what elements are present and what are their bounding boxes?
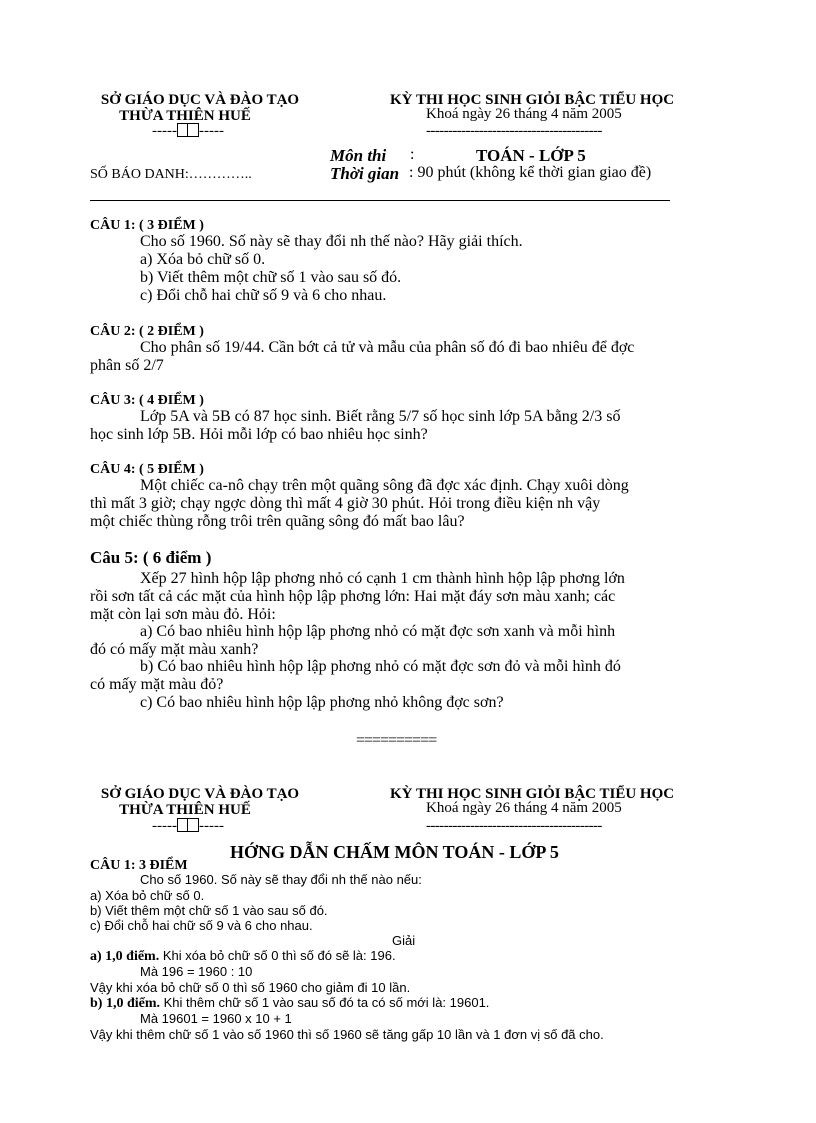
q1-line: a) Xóa bỏ chữ số 0. bbox=[140, 251, 266, 268]
q5-line: Xếp 27 hình hộp lập phơng nhỏ có cạnh 1 cm thành hình hộp lập phơng lớn bbox=[140, 570, 625, 587]
guide-title: HỚNG DẪN CHẤM MÔN TOÁN - LỚP 5 bbox=[230, 842, 559, 862]
guide-q1-title: CÂU 1: 3 ĐIỂM bbox=[90, 858, 188, 873]
guide-line: a) Xóa bỏ chữ số 0. bbox=[90, 888, 205, 903]
department-name: SỞ GIÁO DỤC VÀ ĐÀO TẠO bbox=[100, 92, 300, 108]
dashes-right: ----- bbox=[198, 818, 224, 834]
province-name: THỪA THIÊN HUẾ bbox=[119, 802, 251, 818]
q1-line: Cho số 1960. Số này sẽ thay đổi nh thế nào? Hãy giải thích. bbox=[140, 233, 523, 250]
part-b-conclusion: Vậy khi thêm chữ số 1 vào số 1960 thì số 1960 sẽ tăng gấp 10 lần và 1 đơn vị số đã cho. bbox=[90, 1027, 604, 1042]
q5-line: mặt còn lại sơn màu đỏ. Hỏi: bbox=[90, 606, 276, 623]
q5-title: Câu 5: ( 6 điểm ) bbox=[90, 548, 212, 567]
header-ornament bbox=[152, 123, 224, 140]
guide-line: c) Đổi chỗ hai chữ số 9 và 6 cho nhau. bbox=[90, 918, 313, 933]
book-icon bbox=[177, 818, 199, 832]
exam-title: KỲ THI HỌC SINH GIỎI BẬC TIỂU HỌC bbox=[390, 92, 675, 108]
solution-label: Giải bbox=[392, 933, 416, 948]
q2-title: CÂU 2: ( 2 ĐIỂM ) bbox=[90, 324, 204, 339]
exam-title: KỲ THI HỌC SINH GIỎI BẬC TIỂU HỌC bbox=[390, 786, 675, 802]
dashes-left: ----- bbox=[152, 818, 177, 834]
candidate-number: SỐ BÁO DANH:………….. bbox=[90, 167, 252, 182]
q1-title: CÂU 1: ( 3 ĐIỂM ) bbox=[90, 218, 204, 233]
part-b-text: Khi thêm chữ số 1 vào sau số đó ta có số mới là: 19601. bbox=[160, 995, 490, 1010]
exam-dash-line: ---------------------------------------- bbox=[426, 123, 602, 139]
q2-line: phân số 2/7 bbox=[90, 357, 164, 374]
exam-date: Khoá ngày 26 tháng 4 năm 2005 bbox=[426, 106, 622, 122]
q5-line: b) Có bao nhiêu hình hộp lập phơng nhỏ có mặt đợc sơn đỏ và mỗi hình đó bbox=[140, 658, 621, 675]
subject-label: Môn thi bbox=[330, 146, 387, 165]
q2-line: Cho phân số 19/44. Cần bớt cả tử và mẫu của phân số đó đi bao nhiêu để đợc bbox=[140, 339, 635, 356]
book-icon bbox=[177, 123, 199, 137]
q4-line: Một chiếc ca-nô chạy trên một quãng sông đã đợc xác định. Chạy xuôi dòng bbox=[140, 477, 629, 494]
q5-line: có mấy mặt màu đỏ? bbox=[90, 676, 224, 693]
duration-value: : 90 phút (không kể thời gian giao đề) bbox=[409, 164, 652, 181]
duration-label: Thời gian bbox=[330, 164, 400, 183]
q4-line: một chiếc thùng rỗng trôi trên quãng sông đó mất bao lâu? bbox=[90, 513, 465, 530]
q4-line: thì mất 3 giờ; chạy ngợc dòng thì mất 4 giờ 30 phút. Hỏi trong điều kiện nh vậy bbox=[90, 495, 601, 512]
part-a-score: a) 1,0 điểm. bbox=[90, 949, 160, 964]
q1-line: c) Đổi chỗ hai chữ số 9 và 6 cho nhau. bbox=[140, 287, 387, 304]
q4-title: CÂU 4: ( 5 ĐIỂM ) bbox=[90, 462, 204, 477]
part-a bbox=[90, 948, 396, 965]
part-b-calc: Mà 19601 = 1960 x 10 + 1 bbox=[140, 1011, 292, 1026]
q1-line: b) Viết thêm một chữ số 1 vào sau số đó. bbox=[140, 269, 402, 286]
part-a-calc: Mà 196 = 1960 : 10 bbox=[140, 964, 253, 979]
subject-value: TOÁN - LỚP 5 bbox=[476, 146, 586, 165]
department-name: SỞ GIÁO DỤC VÀ ĐÀO TẠO bbox=[100, 786, 300, 802]
part-a-conclusion: Vậy khi xóa bỏ chữ số 0 thì số 1960 cho giảm đi 10 lần. bbox=[90, 980, 411, 995]
province-name: THỪA THIÊN HUẾ bbox=[119, 108, 251, 124]
q3-title: CÂU 3: ( 4 ĐIỂM ) bbox=[90, 393, 204, 408]
exam-dash-line: ---------------------------------------- bbox=[426, 818, 602, 834]
subject-colon: : bbox=[410, 146, 415, 163]
part-a-text: Khi xóa bỏ chữ số 0 thì số đó sẽ là: 196. bbox=[159, 948, 396, 963]
guide-line: b) Viết thêm một chữ số 1 vào sau số đó. bbox=[90, 903, 328, 918]
guide-line: Cho số 1960. Số này sẽ thay đổi nh thế nào nếu: bbox=[140, 872, 422, 887]
q5-line: a) Có bao nhiêu hình hộp lập phơng nhỏ có mặt đợc sơn xanh và mỗi hình bbox=[140, 623, 616, 640]
exam-date: Khoá ngày 26 tháng 4 năm 2005 bbox=[426, 800, 622, 816]
part-b bbox=[90, 995, 489, 1012]
q5-line: rồi sơn tất cả các mặt của hình hộp lập phơng lớn: Hai mặt đáy sơn màu xanh; các bbox=[90, 588, 616, 605]
dashes-left: ----- bbox=[152, 123, 177, 139]
q5-line: c) Có bao nhiêu hình hộp lập phơng nhỏ không đợc sơn? bbox=[140, 694, 504, 711]
separator: ========== bbox=[356, 732, 437, 749]
header-divider bbox=[90, 200, 670, 201]
header-ornament bbox=[152, 818, 224, 835]
part-b-score: b) 1,0 điểm. bbox=[90, 996, 160, 1011]
q5-line: đó có mấy mặt màu xanh? bbox=[90, 641, 259, 658]
dashes-right: ----- bbox=[198, 123, 224, 139]
q3-line: Lớp 5A và 5B có 87 học sinh. Biết rằng 5/7 số học sinh lớp 5A bằng 2/3 số bbox=[140, 408, 621, 425]
q3-line: học sinh lớp 5B. Hỏi mỗi lớp có bao nhiêu học sinh? bbox=[90, 426, 428, 443]
